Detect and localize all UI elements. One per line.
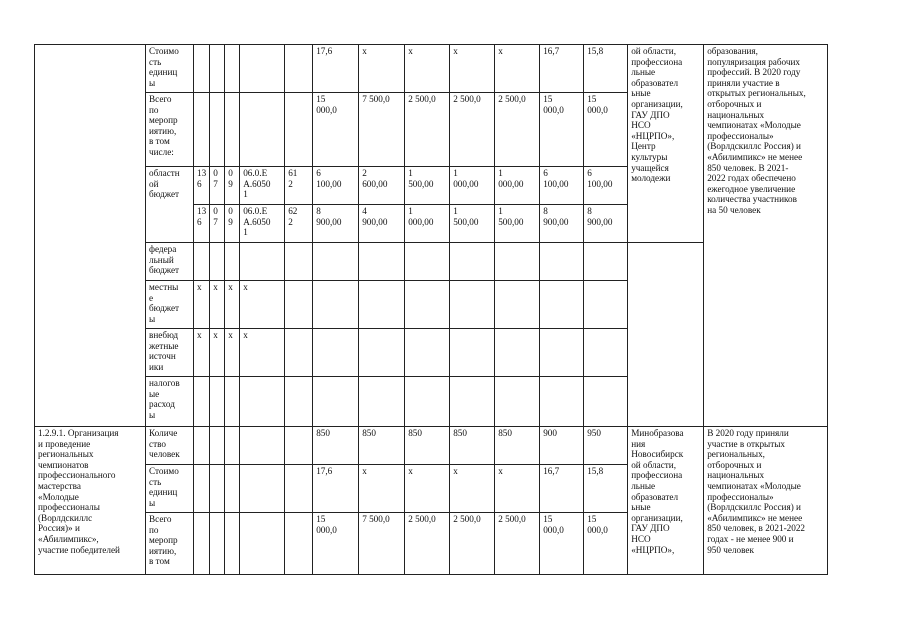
- table-row: [35, 427, 828, 465]
- row-label: областн ой бюджет: [146, 167, 194, 243]
- row-label: Количе ство человек: [146, 427, 194, 465]
- x-mark: х: [210, 329, 225, 377]
- value-cell: 950: [584, 427, 628, 465]
- value-cell: 2 500,0: [495, 513, 540, 575]
- value-cell: х: [495, 465, 540, 513]
- code-cell: 62 2: [285, 205, 313, 243]
- value-cell: 1 000,00: [495, 167, 540, 205]
- value-cell: 2 500,0: [450, 93, 495, 167]
- code-cell: 13 6: [194, 167, 210, 205]
- value-cell: 8 900,00: [540, 205, 584, 243]
- row-label: внебюд жетные источн ики: [146, 329, 194, 377]
- value-cell: 6 100,00: [584, 167, 628, 205]
- value-cell: х: [450, 45, 495, 93]
- x-mark: х: [240, 281, 285, 329]
- name-cell-empty: [35, 45, 146, 427]
- value-cell: 2 500,0: [405, 513, 450, 575]
- value-cell: 17,6: [313, 465, 359, 513]
- value-cell: 16,7: [540, 465, 584, 513]
- code-cell: 0 7: [210, 167, 225, 205]
- x-mark: х: [194, 329, 210, 377]
- value-cell: 7 500,0: [359, 513, 405, 575]
- value-cell: 6 100,00: [540, 167, 584, 205]
- value-cell: 850: [359, 427, 405, 465]
- table-row: [35, 45, 828, 93]
- value-cell: 15 000,0: [540, 513, 584, 575]
- value-cell: 1 000,00: [450, 167, 495, 205]
- value-cell: 2 500,0: [450, 513, 495, 575]
- x-mark: х: [194, 281, 210, 329]
- row-label: Стоимо сть единиц ы: [146, 465, 194, 513]
- value-cell: 1 500,00: [495, 205, 540, 243]
- value-cell: 15,8: [584, 45, 628, 93]
- code-cell: 06.0.Е А.6050 1: [240, 205, 285, 243]
- x-mark: х: [225, 281, 240, 329]
- code-cell: 61 2: [285, 167, 313, 205]
- budget-table: [34, 44, 828, 575]
- measure-name: 1.2.9.1. Организация и проведение региональных чемпионатов профессионального мастерства «Молодые профессионалы (Ворлдскиллс Россия)» и «Абилимпикс», участие победителей: [35, 427, 146, 575]
- value-cell: х: [359, 45, 405, 93]
- row-label: Стоимо сть единиц ы: [146, 45, 194, 93]
- row-label: местны е бюджет ы: [146, 281, 194, 329]
- value-cell: 15 000,0: [584, 513, 628, 575]
- x-mark: х: [240, 329, 285, 377]
- value-cell: 850: [450, 427, 495, 465]
- code-cell: 13 6: [194, 205, 210, 243]
- value-cell: х: [405, 45, 450, 93]
- value-cell: 15 000,0: [584, 93, 628, 167]
- value-cell: 15 000,0: [540, 93, 584, 167]
- value-cell: х: [450, 465, 495, 513]
- value-cell: 850: [313, 427, 359, 465]
- code-cell: 0 7: [210, 205, 225, 243]
- value-cell: 15,8: [584, 465, 628, 513]
- value-cell: 1 000,00: [405, 205, 450, 243]
- code-cell: 0 9: [225, 167, 240, 205]
- value-cell: 2 500,0: [405, 93, 450, 167]
- value-cell: 850: [405, 427, 450, 465]
- value-cell: 7 500,0: [359, 93, 405, 167]
- value-cell: 15 000,0: [313, 93, 359, 167]
- value-cell: 2 600,00: [359, 167, 405, 205]
- code-cell: 06.0.Е А.6050 1: [240, 167, 285, 205]
- value-cell: х: [405, 465, 450, 513]
- value-cell: 15 000,0: [313, 513, 359, 575]
- result-cell: образования, популяризация рабочих профессий. В 2020 году приняли участие в открытых региональных, отборочных и национальных чемпионатах «Молодые профессионалы» (Ворлдскиллс Россия) и «Абилимпикс» не менее 850 человек. В 2021- 2022 годах обеспечено ежегодное увеличение количества участников на 50 человек: [704, 45, 828, 427]
- row-label: Всего по меропр иятию, в том числе:: [146, 93, 194, 167]
- value-cell: 2 500,0: [495, 93, 540, 167]
- code-cell: 0 9: [225, 205, 240, 243]
- value-cell: 16,7: [540, 45, 584, 93]
- row-label: федера льный бюджет: [146, 243, 194, 281]
- value-cell: 1 500,00: [450, 205, 495, 243]
- x-mark: х: [225, 329, 240, 377]
- value-cell: 8 900,00: [584, 205, 628, 243]
- executor-cell: Минобразова ния Новосибирск ой области, профессиона льные образовател ьные организации, ГАУ ДПО НСО «НЦРПО»,: [628, 427, 704, 575]
- executor-cell: ой области, профессиона льные образовател ьные организации, ГАУ ДПО НСО «НЦРПО», Центр культуры учащейся молодежи: [628, 45, 704, 243]
- value-cell: 6 100,00: [313, 167, 359, 205]
- result-cell: В 2020 году приняли участие в открытых региональных, отборочных и национальных чемпионатах «Молодые профессионалы» (Ворлдскиллс Россия) и «Абилимпикс» не менее 850 человек, в 2021-2022 годах - не менее 900 и 950 человек: [704, 427, 828, 575]
- value-cell: 8 900,00: [313, 205, 359, 243]
- value-cell: 850: [495, 427, 540, 465]
- row-label: налогов ые расход ы: [146, 377, 194, 427]
- value-cell: 4 900,00: [359, 205, 405, 243]
- value-cell: 900: [540, 427, 584, 465]
- x-mark: х: [210, 281, 225, 329]
- value-cell: х: [359, 465, 405, 513]
- row-label: Всего по меропр иятию, в том: [146, 513, 194, 575]
- executor-cell-cont: [628, 243, 704, 427]
- value-cell: 1 500,00: [405, 167, 450, 205]
- value-cell: х: [495, 45, 540, 93]
- value-cell: 17,6: [313, 45, 359, 93]
